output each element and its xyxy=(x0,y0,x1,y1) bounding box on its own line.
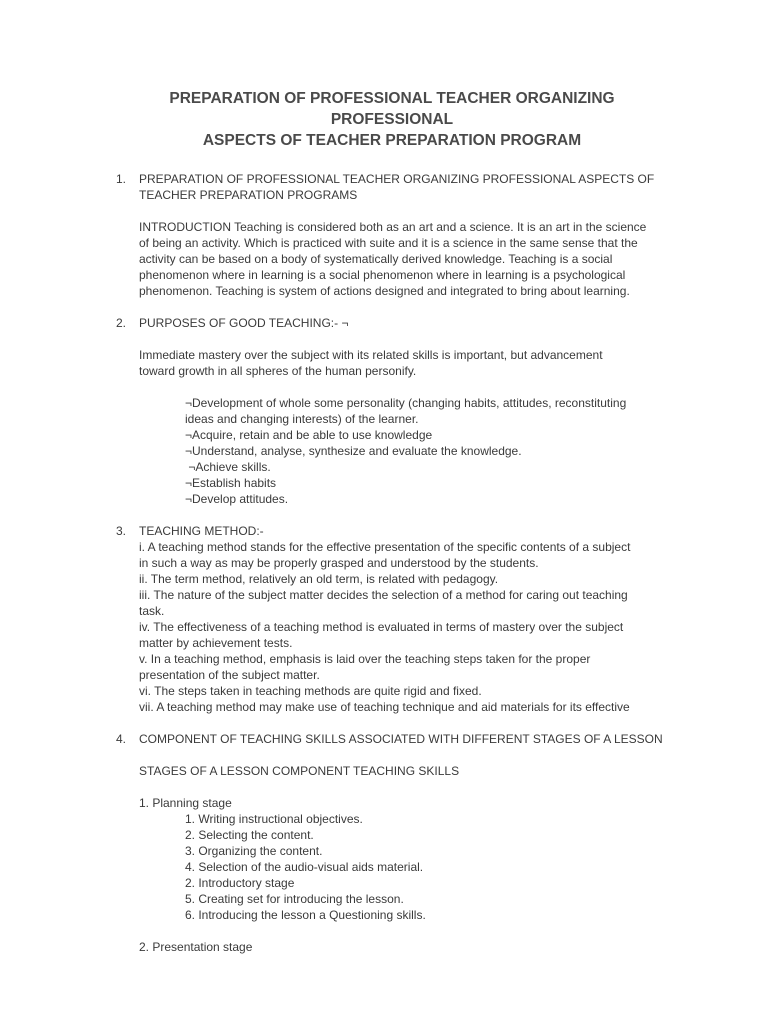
list-item: matter by achievement tests. xyxy=(139,636,293,650)
list-item: 5. Creating set for introducing the lesson. xyxy=(185,892,404,906)
teaching-method-list xyxy=(139,539,668,715)
section-heading: COMPONENT OF TEACHING SKILLS ASSOCIATED WITH DIFFERENT STAGES OF A LESSON xyxy=(139,732,663,746)
text-line: activity can be based on a body of systematically derived knowledge. Teaching is a social xyxy=(139,252,613,266)
section-3 xyxy=(116,523,668,715)
list-item: vii. A teaching method may make use of teaching technique and aid materials for its effective xyxy=(139,700,630,714)
list-item: i. A teaching method stands for the effective presentation of the specific contents of a subject xyxy=(139,540,631,554)
list-item: iv. The effectiveness of a teaching method is evaluated in terms of mastery over the subject xyxy=(139,620,624,634)
section-heading: TEACHER PREPARATION PROGRAMS xyxy=(139,188,358,202)
list-item: vi. The steps taken in teaching methods are quite rigid and fixed. xyxy=(139,684,482,698)
list-item: task. xyxy=(139,604,165,618)
section-2 xyxy=(116,315,668,507)
section-heading: TEACHING METHOD:- xyxy=(139,524,264,538)
purposes-list xyxy=(139,395,668,507)
list-item: 6. Introducing the lesson a Questioning skills. xyxy=(185,908,426,922)
text-line: INTRODUCTION Teaching is considered both as an art and a science. It is an art in the science xyxy=(139,220,647,234)
subheading: STAGES OF A LESSON COMPONENT TEACHING SKILLS xyxy=(139,764,460,778)
section-number: 1. xyxy=(116,172,127,186)
section-number: 4. xyxy=(116,732,127,746)
list-item: ii. The term method, relatively an old term, is related with pedagogy. xyxy=(139,572,499,586)
text-line: toward growth in all spheres of the human personify. xyxy=(139,364,417,378)
section-1 xyxy=(116,171,668,299)
list-item: ¬Development of whole some personality (changing habits, attitudes, reconstituting xyxy=(185,396,627,410)
text-line: of being an activity. Which is practiced with suite and it is a science in the same sense that the xyxy=(139,236,638,250)
list-item: ideas and changing interests) of the learner. xyxy=(185,412,419,426)
list-item: 1. Writing instructional objectives. xyxy=(185,812,363,826)
list-item: ¬Establish habits xyxy=(185,476,277,490)
section-number: 2. xyxy=(116,316,127,330)
introduction-paragraph xyxy=(139,219,668,299)
document-title xyxy=(110,88,674,151)
section-heading: PURPOSES OF GOOD TEACHING:- ¬ xyxy=(139,316,349,330)
list-item: 3. Organizing the content. xyxy=(185,844,323,858)
list-item: ¬Acquire, retain and be able to use knowledge xyxy=(185,428,433,442)
text-line: phenomenon where in learning is a social phenomenon where in learning is a psychological xyxy=(139,268,626,282)
list-item: v. In a teaching method, emphasis is laid over the teaching steps taken for the proper xyxy=(139,652,591,666)
list-item: 2. Introductory stage xyxy=(185,876,295,890)
text-line: Immediate mastery over the subject with its related skills is important, but advancement xyxy=(139,348,603,362)
list-item: ¬Understand, analyse, synthesize and evaluate the knowledge. xyxy=(185,444,522,458)
stage-label: 2. Presentation stage xyxy=(139,940,253,954)
list-item: 2. Selecting the content. xyxy=(185,828,314,842)
list-item: 4. Selection of the audio-visual aids material. xyxy=(185,860,424,874)
list-item: iii. The nature of the subject matter decides the selection of a method for caring out teaching xyxy=(139,588,628,602)
section-4 xyxy=(116,731,668,955)
list-item: in such a way as may be properly grasped and understood by the students. xyxy=(139,556,539,570)
stage-label: 1. Planning stage xyxy=(139,796,232,810)
list-item: ¬Achieve skills. xyxy=(185,460,271,474)
title-line-1: PREPARATION OF PROFESSIONAL TEACHER ORGANIZING PROFESSIONAL xyxy=(169,90,615,128)
section-heading: PREPARATION OF PROFESSIONAL TEACHER ORGANIZING PROFESSIONAL ASPECTS OF xyxy=(139,172,655,186)
list-item: ¬Develop attitudes. xyxy=(185,492,289,506)
text-line: phenomenon. Teaching is system of actions designed and integrated to bring about learning. xyxy=(139,284,630,298)
planning-stage-list xyxy=(139,811,668,923)
title-line-2: ASPECTS OF TEACHER PREPARATION PROGRAM xyxy=(202,132,582,149)
list-item: presentation of the subject matter. xyxy=(139,668,320,682)
section-number: 3. xyxy=(116,524,127,538)
